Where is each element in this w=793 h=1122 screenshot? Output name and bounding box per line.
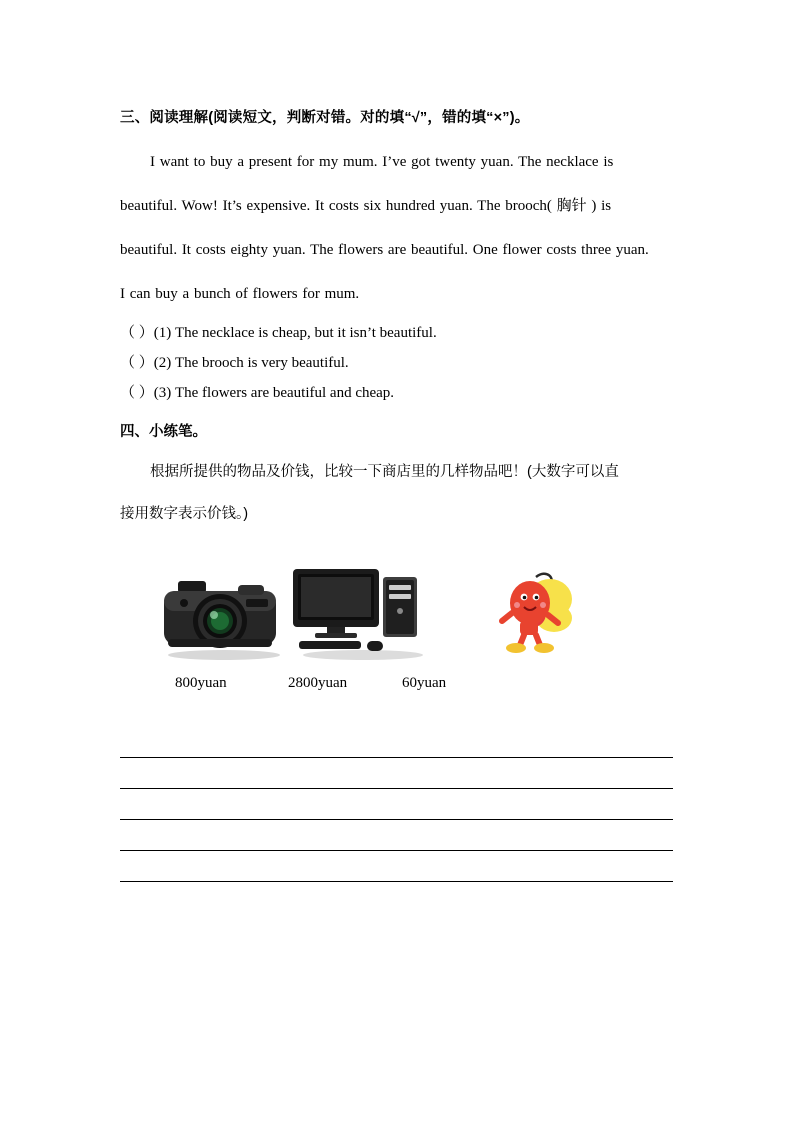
passage-line-4: I can buy a bunch of flowers for mum.	[120, 286, 360, 303]
true-false-statement-2[interactable]: （ ）(2) The brooch is very beautiful.	[120, 355, 349, 372]
instruction-line-2: 接用数字表示价钱。)	[120, 506, 249, 523]
instruction-line-1	[120, 451, 673, 493]
price-character: 60yuan	[402, 675, 447, 692]
items-images-row	[120, 563, 673, 663]
cartoon-character-image	[450, 563, 610, 663]
passage-line-1	[120, 142, 673, 182]
passage-line-3: beautiful. It costs eighty yuan. The flowers are beautiful. One flower costs three yuan.	[120, 242, 649, 259]
answer-line[interactable]	[120, 727, 673, 758]
section-four	[120, 420, 673, 882]
computer-image	[285, 563, 445, 663]
section-three-heading: 三、阅读理解(阅读短文，判断对错。对的填“√”，错的填“×”)。	[120, 110, 530, 126]
section-three	[120, 108, 673, 408]
price-camera: 800yuan	[175, 675, 227, 692]
answer-writing-area[interactable]	[120, 727, 673, 882]
passage-text-1: I want to buy a present for my mum. I’ve got twenty yuan. The necklace is	[150, 154, 614, 171]
page-content	[120, 108, 673, 882]
answer-line[interactable]	[120, 758, 673, 789]
instruction-text-1: 根据所提供的物品及价钱，比较一下商店里的几样物品吧！(大数字可以直	[150, 464, 619, 481]
answer-line[interactable]	[120, 789, 673, 820]
true-false-statement-1[interactable]: （ ）(1) The necklace is cheap, but it isn’t beautiful.	[120, 325, 437, 342]
passage-line-2: beautiful. Wow! It’s expensive. It costs six hundred yuan. The brooch( 胸针 ) is	[120, 198, 612, 215]
answer-line[interactable]	[120, 851, 673, 882]
true-false-statement-3[interactable]: （ ）(3) The flowers are beautiful and cheap.	[120, 385, 395, 402]
section-four-heading: 四、小练笔。	[120, 424, 207, 441]
prices-row	[120, 675, 673, 701]
camera-image	[142, 563, 302, 663]
price-computer: 2800yuan	[288, 675, 348, 692]
answer-line[interactable]	[120, 820, 673, 851]
